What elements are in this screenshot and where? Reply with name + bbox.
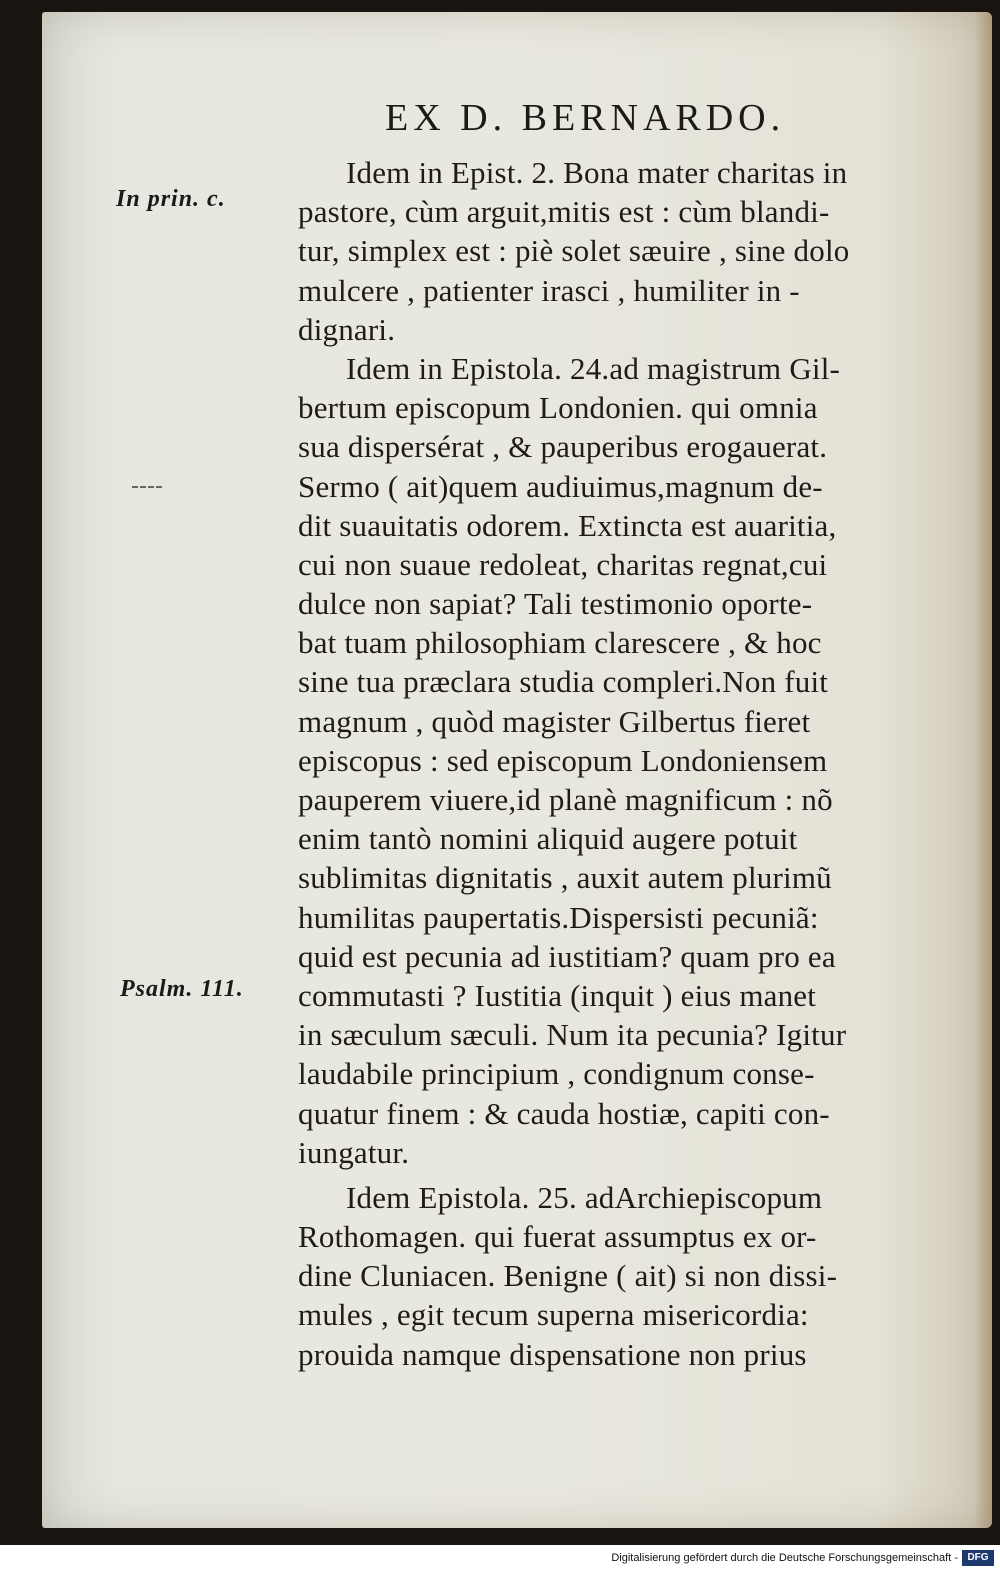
text-line: dine Cluniacen. Benigne ( ait) si non dissi- [298,1258,838,1294]
text-line: bat tuam philosophiam clarescere , & hoc [298,625,822,661]
text-line: quatur finem : & cauda hostiæ, capiti con- [298,1095,830,1131]
text-line: sublimitas dignitatis , auxit autem plurimũ [298,860,832,896]
text-line: sua dispersérat , & pauperibus erogauerat. [298,429,828,465]
text-line: Idem in Epistola. 24.ad magistrum Gil- [346,350,841,386]
text-line: iungatur. [298,1134,410,1170]
text-line: mules , egit tecum superna misericordia: [298,1297,809,1333]
text-line: in sæculum sæculi. Num ita pecunia? Igitur [298,1017,847,1053]
text-line: sine tua præclara studia compleri.Non fuit [298,664,829,700]
text-line: enim tantò nomini aliquid augere potuit [298,821,798,857]
text-line: pastore, cùm arguit,mitis est : cùm blandi- [298,194,830,230]
text-line: dignari. [298,311,396,347]
text-line: quid est pecunia ad iustitiam? quam pro ea [298,938,836,974]
text-line: dulce non sapiat? Tali testimonio oporte- [298,586,813,622]
text-line: prouida namque dispensatione non prius [298,1336,807,1372]
text-line: magnum , quòd magister Gilbertus fieret [298,703,811,739]
text-line: laudabile principium , condignum conse- [298,1056,815,1092]
running-head: EX D. BERNARDO. [385,97,786,139]
text-line: dit suauitatis odorem. Extincta est auaritia, [298,507,837,543]
text-line: Sermo ( ait)quem audiuimus,magnum de- [298,468,823,504]
text-line: Idem Epistola. 25. adArchiepiscopum [346,1179,823,1215]
text-line: bertum episcopum Londonien. qui omnia [298,390,818,426]
text-line: commutasti ? Iustitia (inquit ) eius manet [298,977,817,1013]
stray-mark [132,486,162,491]
body-text [298,153,918,1374]
text-line: Idem in Epist. 2. Bona mater charitas in [346,155,848,190]
text-line: pauperem viuere,id planè magnificum : nõ [298,782,833,817]
digitization-credit: Digitalisierung gefördert durch die Deutsche Forschungsgemeinschaft - [611,1552,958,1564]
text-line: tur, simplex est : piè solet sæuire , sine dolo [298,233,850,269]
text-line: Rothomagen. qui fuerat assumptus ex or- [298,1219,817,1255]
page-edge-shadow [974,12,992,1528]
marginal-note-psalm: Psalm. 111. [120,976,244,1002]
dfg-logo: DFG [962,1550,994,1566]
text-line: humilitas paupertatis.Dispersisti pecuniã: [298,899,819,935]
text-line: episcopus : sed episcopum Londoniensem [298,742,828,778]
text-line: cui non suaue redoleat, charitas regnat,cui [298,546,828,582]
text-line: mulcere , patienter irasci , humiliter in - [298,272,800,308]
marginal-note-in-principio: In prin. c. [116,186,226,212]
